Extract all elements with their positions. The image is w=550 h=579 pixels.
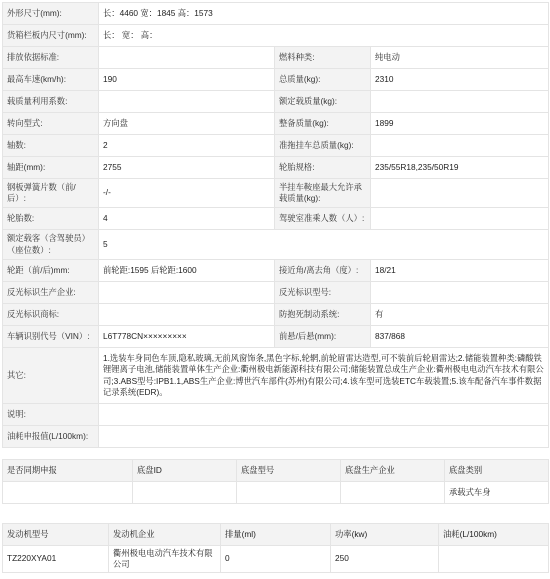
column-header: 底盘类别 [445,460,549,482]
spec-row [3,135,549,157]
spec-row-cargo [3,25,549,47]
spec-value [99,304,275,326]
spec-row [3,282,549,304]
table-row [3,482,549,504]
column-header: 底盘ID [133,460,237,482]
table-cell: 承载式车身 [445,482,549,504]
spec-label: 整备质量(kg): [275,113,371,135]
spec-value: 1899 [371,113,549,135]
spec-label: 轮胎数: [3,208,99,230]
fuel-label: 油耗申报值(L/100km): [3,426,99,448]
table-cell: 衢州极电电动汽车技术有限公司 [109,546,221,573]
spec-value [99,91,275,113]
spec-label: 接近角/离去角（度）: [275,260,371,282]
column-header: 发动机型号 [3,524,109,546]
spec-label: 转向型式: [3,113,99,135]
spec-value: 2755 [99,157,275,179]
table-cell [237,482,341,504]
table-cell: TZ220XYA01 [3,546,109,573]
fuel-value [99,426,549,448]
spec-label: 前悬/后悬(mm): [275,326,371,348]
spec-value: 2 [99,135,275,157]
spec-value [99,47,275,69]
spec-value: 方向盘 [99,113,275,135]
spec-row [3,179,549,208]
spec-label: 反光标识型号: [275,282,371,304]
column-header: 发动机企业 [109,524,221,546]
spec-label: 车辆识别代号（VIN）: [3,326,99,348]
table-row [3,546,549,573]
table-cell [341,482,445,504]
spec-value: 837/868 [371,326,549,348]
spec-label: 半挂车鞍座最大允许承载质量(kg): [275,179,371,208]
spec-label: 反光标识商标: [3,304,99,326]
vin-value: L6T778CN××××××××× [99,326,275,348]
spec-row [3,113,549,135]
spec-value [371,208,549,230]
spec-row-notes [3,404,549,426]
spec-row-passengers [3,230,549,260]
engine-table [2,523,549,573]
spec-row [3,208,549,230]
column-header: 油耗(L/100km) [439,524,549,546]
column-header: 底盘型号 [237,460,341,482]
spec-value [99,282,275,304]
spec-value [371,179,549,208]
spec-row-fuel [3,426,549,448]
table-cell [133,482,237,504]
notes-label: 说明: [3,404,99,426]
spec-label: 额定载质量(kg): [275,91,371,113]
spec-label: 总质量(kg): [275,69,371,91]
spec-value: 235/55R18,235/50R19 [371,157,549,179]
column-header: 排量(ml) [221,524,331,546]
spec-label: 驾驶室准乘人数（人）: [275,208,371,230]
spec-value [371,282,549,304]
passengers-value: 5 [99,230,549,260]
dims-value: 长：4460 宽：1845 高：1573 [99,3,549,25]
spec-label: 钢板弹簧片数（前/后）: [3,179,99,208]
chassis-header-row [3,460,549,482]
spec-row [3,260,549,282]
spec-value [371,91,549,113]
other-label: 其它: [3,348,99,404]
chassis-table [2,459,549,504]
spec-row-dims [3,3,549,25]
spec-row-other [3,348,549,404]
spec-value: 有 [371,304,549,326]
spec-value: 前轮距:1595 后轮距:1600 [99,260,275,282]
spec-value: 18/21 [371,260,549,282]
spec-label: 反光标识生产企业: [3,282,99,304]
spec-value [371,135,549,157]
spec-label: 准拖挂车总质量(kg): [275,135,371,157]
spec-label: 最高车速(km/h): [3,69,99,91]
spec-label: 轴数: [3,135,99,157]
cargo-value: 长： 宽： 高： [99,25,549,47]
notes-value [99,404,549,426]
table-cell [439,546,549,573]
spec-row [3,69,549,91]
engine-header-row [3,524,549,546]
passengers-label: 额定载客（含驾驶员）（座位数）: [3,230,99,260]
cargo-label: 货箱栏板内尺寸(mm): [3,25,99,47]
spec-row [3,157,549,179]
spec-label: 载质量利用系数: [3,91,99,113]
spec-row [3,304,549,326]
spec-row [3,47,549,69]
spec-table [2,2,549,448]
spec-label: 燃料种类: [275,47,371,69]
table-cell: 0 [221,546,331,573]
column-header: 功率(kw) [331,524,439,546]
spec-label: 防抱死制动系统: [275,304,371,326]
spec-value: 4 [99,208,275,230]
table-cell: 250 [331,546,439,573]
spec-value: 2310 [371,69,549,91]
spec-row [3,91,549,113]
column-header: 是否同期申报 [3,460,133,482]
spec-row [3,326,549,348]
table-cell [3,482,133,504]
other-value: 1.选装车身同色车顶,隐私玻璃,无前风窗饰条,黑色字标,轮辋,前轮眉雷达造型,可不装前后轮眉雷达;2.储能装置种类:磷酸铁锂锂离子电池,储能装置单体生产企业:衢州极电新能源科技有限公司;储能装置总成生产企业:衢州极电电动汽车技术有限公司;3.ABS型号:IPB1.1,ABS生产企业:博世汽车部件(苏州)有限公司;4.该车型可选装ETC车载装置;5.该车配备汽车事件数据记录系统(EDR)。 [99,348,549,404]
spec-value: 190 [99,69,275,91]
column-header: 底盘生产企业 [341,460,445,482]
spec-label: 轮胎规格: [275,157,371,179]
spec-label: 排放依据标准: [3,47,99,69]
spec-value: -/- [99,179,275,208]
spec-value: 纯电动 [371,47,549,69]
spec-label: 轴距(mm): [3,157,99,179]
dims-label: 外形尺寸(mm): [3,3,99,25]
spec-label: 轮距（前/后)mm: [3,260,99,282]
